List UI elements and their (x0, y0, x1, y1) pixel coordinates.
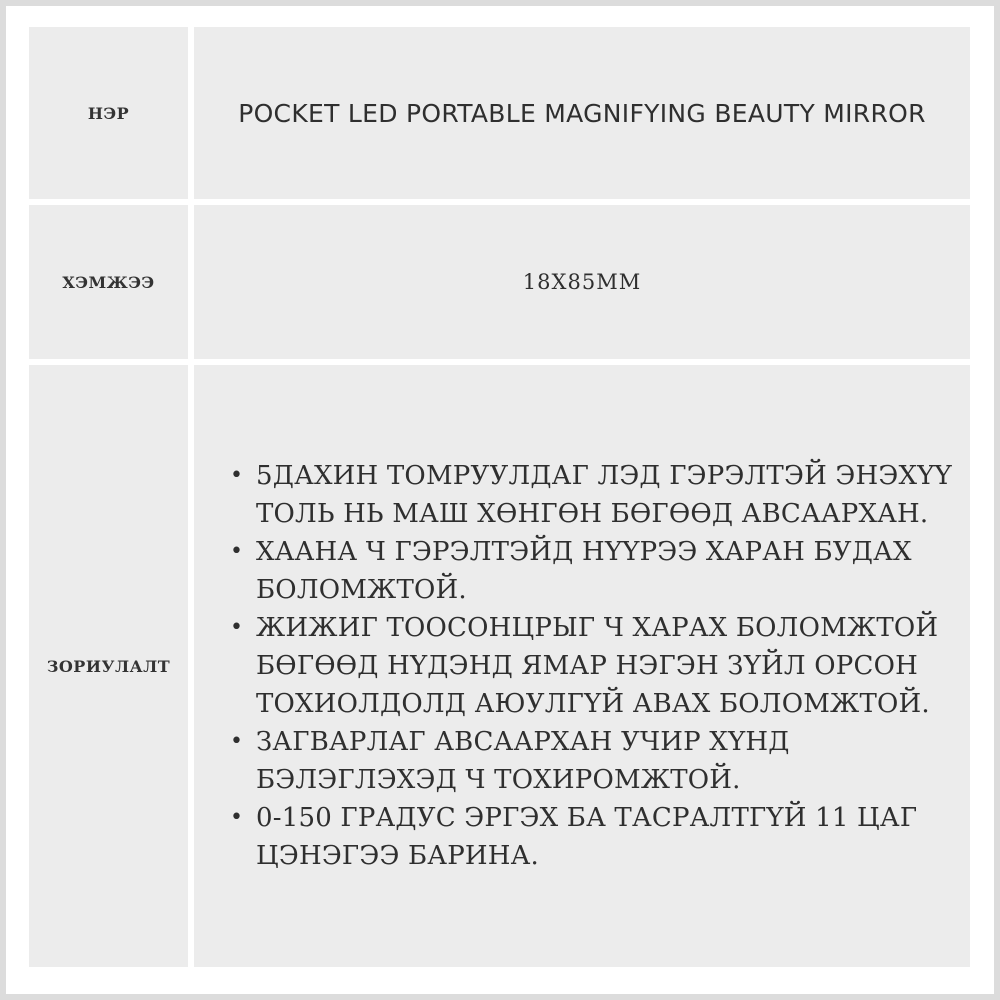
product-size: 18X85MM (522, 270, 642, 294)
purpose-label: ЗОРИУЛАЛТ (46, 656, 171, 676)
purpose-value-cell (194, 365, 970, 967)
purpose-list (194, 457, 970, 875)
size-label: ХЭМЖЭЭ (62, 272, 155, 292)
product-name: POCKET LED PORTABLE MAGNIFYING BEAUTY MIRROR (238, 98, 926, 128)
purpose-item: • ЖИЖИГ ТООСОНЦРЫГ Ч ХАРАХ БОЛОМЖТОЙ БӨГӨӨД НҮДЭНД ЯМАР НЭГЭН ЗҮЙЛ ОРСОН ТОХИОЛДОЛД АЮУЛГҮЙ АВАХ БОЛОМЖТОЙ. (230, 609, 960, 723)
size-label-cell (29, 205, 188, 359)
name-label-cell (29, 27, 188, 199)
name-value-cell (194, 27, 970, 199)
purpose-item: • 5ДАХИН ТОМРУУЛДАГ ЛЭД ГЭРЭЛТЭЙ ЭНЭХҮҮ ТОЛЬ НЬ МАШ ХӨНГӨН БӨГӨӨД АВСААРХАН. (230, 457, 960, 533)
spec-table (6, 6, 994, 994)
purpose-item: • 0-150 ГРАДУС ЭРГЭХ БА ТАСРАЛТГҮЙ 11 ЦАГ ЦЭНЭГЭЭ БАРИНА. (230, 799, 960, 875)
name-label: НЭР (87, 103, 130, 123)
size-value-cell (194, 205, 970, 359)
purpose-label-cell (29, 365, 188, 967)
purpose-item: • ЗАГВАРЛАГ АВСААРХАН УЧИР ХҮНД БЭЛЭГЛЭХЭД Ч ТОХИРОМЖТОЙ. (230, 723, 960, 799)
purpose-item: • ХААНА Ч ГЭРЭЛТЭЙД НҮҮРЭЭ ХАРАН БУДАХ БОЛОМЖТОЙ. (230, 533, 960, 609)
